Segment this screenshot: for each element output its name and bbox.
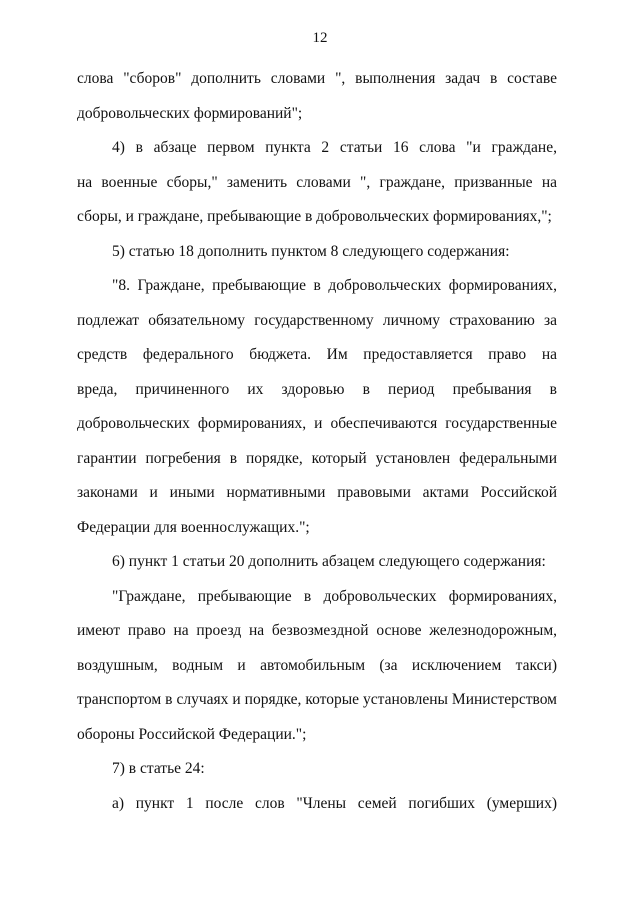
paragraph — [77, 62, 557, 131]
text-line: на военные сборы," заменить словами ", граждане, призванные на — [77, 173, 557, 191]
text-line: гарантии погребения в порядке, который установлен федеральными — [77, 449, 557, 467]
text-line: вреда, причиненного их здоровью в период пребывания в — [77, 380, 557, 398]
text-line: "8. Граждане, пребывающие в добровольческих формированиях, — [112, 277, 557, 294]
paragraph — [77, 752, 557, 787]
text-line: Федерации для военнослужащих."; — [77, 518, 310, 536]
text-line: а) пункт 1 после слов "Члены семей погибших (умерших) — [112, 794, 557, 812]
text-line: добровольческих формированиях, и обеспечиваются государственные — [77, 415, 557, 432]
paragraph — [77, 545, 557, 580]
text-line: 5) статью 18 дополнить пунктом 8 следующего содержания: — [112, 242, 510, 260]
text-line: 7) в статье 24: — [112, 760, 205, 777]
paragraph — [77, 131, 557, 235]
paragraph — [77, 580, 557, 753]
text-line: воздушным, водным и автомобильным (за исключением такси) — [77, 656, 557, 674]
text-line: слова "сборов" дополнить словами ", выполнения задач в составе — [77, 70, 557, 87]
text-line: обороны Российской Федерации."; — [77, 725, 307, 743]
text-line: добровольческих формирований"; — [77, 104, 303, 122]
page-number: 12 — [312, 30, 328, 46]
text-line: транспортом в случаях и порядке, которые установлены Министерством — [77, 691, 557, 708]
paragraph — [77, 269, 557, 545]
text-line: подлежат обязательному государственному личному страхованию за — [77, 311, 557, 329]
text-line: "Граждане, пребывающие в добровольческих формированиях, — [112, 587, 557, 605]
paragraph — [77, 787, 557, 822]
text-line: средств федерального бюджета. Им предоставляется право на — [77, 346, 557, 363]
text-line: 6) пункт 1 статьи 20 дополнить абзацем следующего содержания: — [112, 553, 546, 570]
text-line: имеют право на проезд на безвозмездной основе железнодорожным, — [77, 622, 557, 639]
text-line: 4) в абзаце первом пункта 2 статьи 16 слова "и граждане, — [112, 139, 557, 156]
paragraph — [77, 235, 557, 270]
text-line: сборы, и граждане, пребывающие в добровольческих формированиях,"; — [77, 208, 552, 225]
text-line: законами и иными нормативными правовыми актами Российской — [77, 484, 557, 501]
document-body — [77, 62, 557, 821]
